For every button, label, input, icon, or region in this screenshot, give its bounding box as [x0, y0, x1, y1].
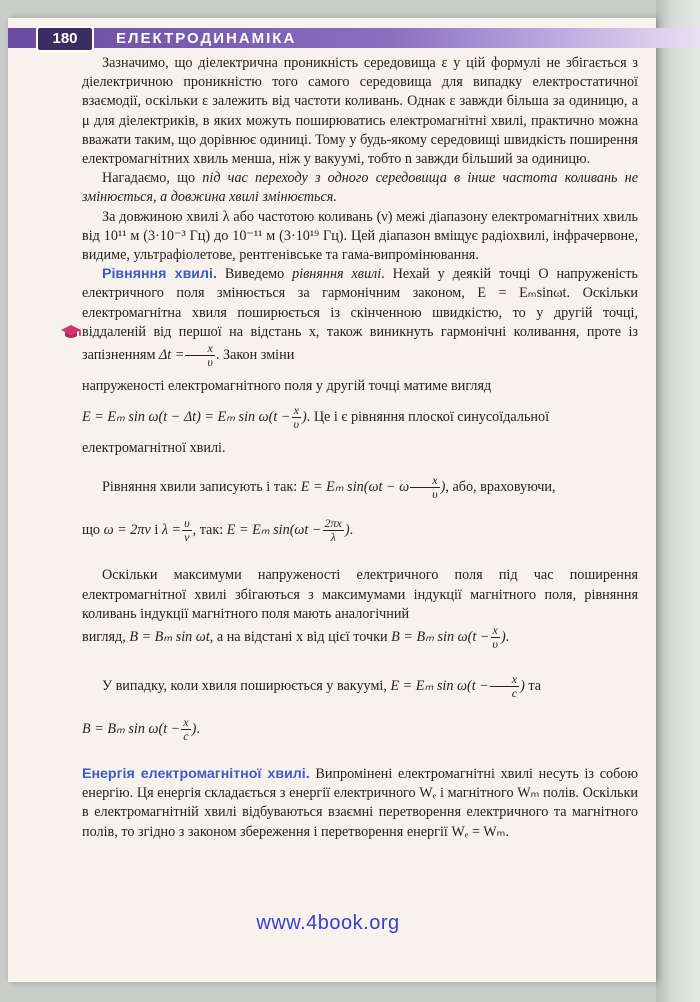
formula-b-vacuum: B = Bₘ sin ω(t − $\frac{x}{c}$ ) [82, 715, 197, 744]
formula-b-origin: B = Bₘ sin ωt [129, 628, 210, 645]
formula-omega: ω = 2πν [103, 522, 151, 539]
paragraph-plane-wave-end: електромагнітної хвилі. [82, 440, 226, 457]
watermark-link[interactable]: www.4book.org [256, 912, 400, 934]
emphasis-frequency: під час переходу з одного середовища в інше частота коливань не змінюється, а довжина хвилі змінюється. [82, 170, 638, 206]
paragraph-range: За довжиною хвилі λ або частотою коливань (ν) межі діапазону електромагнітних хвиль від 10¹¹ м (3·10⁻³ Гц) до 10⁻¹¹ м (3·10¹⁹ Гц). Цей діапазон вміщує радіохвилі, інфрачервоне, видиме, ультрафіолетове, рентгенівське та гама-випромінювання. [82, 208, 638, 264]
graduation-cap-icon [60, 323, 82, 341]
paragraph-plane-wave: E = Eₘ sin ω(t − Δt) = Eₘ sin ω(t − $\frac{x}{\upsilon}$ ). Це і є рівняння плоскої синусоїдальної [82, 403, 550, 432]
book-spine [656, 0, 700, 1002]
heading-energy: Енергія електромагнітної хвилі. [82, 766, 310, 783]
page-number: 180 [36, 26, 94, 52]
formula-b-distance: B = Bₘ sin ω(t − $\frac{x}{\upsilon}$ ) [391, 623, 506, 652]
paragraph-vacuum: У випадку, коли хвиля поширюється у вакуумі, E = Eₘ sin ω(t − $\frac{x}{c}$ ) та [102, 672, 542, 701]
formula-lambda: λ = $\frac{\upsilon}{\nu}$ [161, 516, 190, 545]
paragraph-magnetic: Оскільки максимуми напруженості електричного поля під час поширення електромагнітної хвилі збігаються з максимумами індукції магнітного поля, рівняння коливань індукції магнітного поля мають аналогічний [82, 567, 638, 622]
formula-wavelength-form: E = Eₘ sin(ωt − $\frac{2\pi x}{\lambda}$ ) [226, 516, 350, 545]
section-title: ЕЛЕКТРОДИНАМІКА [116, 30, 297, 47]
paragraph-field-form: напруженості електромагнітного поля у другій точці матиме вигляд [82, 378, 492, 395]
paragraph-magnetic-formulas: вигляд, B = Bₘ sin ωt, а на відстані x від цієї точки B = Bₘ sin ω(t − $\frac{x}{\upsilon}$ ). [82, 623, 510, 652]
formula-delay: Δt = $\frac{x}{\upsilon}$ [158, 341, 213, 370]
formula-e-vacuum: E = Eₘ sin ω(t − $\frac{x}{c}$ ) [390, 672, 525, 701]
paragraph-b-vacuum: B = Bₘ sin ω(t − $\frac{x}{c}$ ). [82, 715, 200, 744]
heading-wave-equation: Рівняння хвилі. [102, 266, 217, 283]
page-content [82, 54, 638, 842]
formula-plane-wave: E = Eₘ sin ω(t − Δt) = Eₘ sin ω(t − $\frac{x}{\upsilon}$ ) [82, 403, 307, 432]
formula-alt-form: E = Eₘ sin(ωt − ω $\frac{x}{\upsilon}$ ) [300, 473, 446, 502]
paragraph-wave-equation: Рівняння хвилі. Виведемо рівняння хвилі. Нехай у деякій точці O напруженість електричного поля змінюється за гармонічним законом, E = Eₘsinωt. Оскільки електромагнітна хвиля поширюється із скінченною швидкістю, то у другій точці, віддаленій від першої на відстань x, також виникнуть гармонічні коливання, проте із запізненням Δt = $\frac{x}{\upsilon}$ . Закон зміни [82, 266, 638, 370]
paragraph-omega: що ω = 2πν і λ = $\frac{\upsilon}{\nu}$ , так: E = Eₘ sin(ωt − $\frac{2\pi x}{\lambda}$ ). [82, 516, 354, 545]
paragraph-permittivity: Зазначимо, що діелектрична проникність середовища ε у цій формулі не збігається з діелектричною проникністю того самого середовища для випадку електростатичної взаємодії, оскільки ε залежить від частоти коливань. Однак ε завжди більша за одиницю, а μ для діелектриків, в яких можуть поширюватись електромагнітні хвилі, практично можна вважати таким, що дорівнює одиниці. Тому у будь-якому середовищі швидкість поширення електромагнітних хвиль менша, ніж у вакуумі, тобто n завжди більший за одиницю. [82, 55, 638, 168]
paragraph-energy: Енергія електромагнітної хвилі. Випромінені електромагнітні хвилі несуть із собою енергію. Ця енергія складається з енергії електричного Wₑ і магнітного Wₘ полів. Оскільки в електромагнітній хвилі відбуваються взаємні перетворення електричного та магнітного полів, то згідно з законом збереження і перетворення енергії Wₑ = Wₘ. [82, 766, 638, 840]
paragraph-alt-form: Рівняння хвили записують і так: E = Eₘ sin(ωt − ω $\frac{x}{\upsilon}$ ), або, враховуючи, [102, 473, 556, 502]
header-band [8, 28, 700, 48]
paragraph-reminder: Нагадаємо, що під час переходу з одного середовища в інше частота коливань не змінюється, а довжина хвилі змінюється. [82, 170, 638, 206]
